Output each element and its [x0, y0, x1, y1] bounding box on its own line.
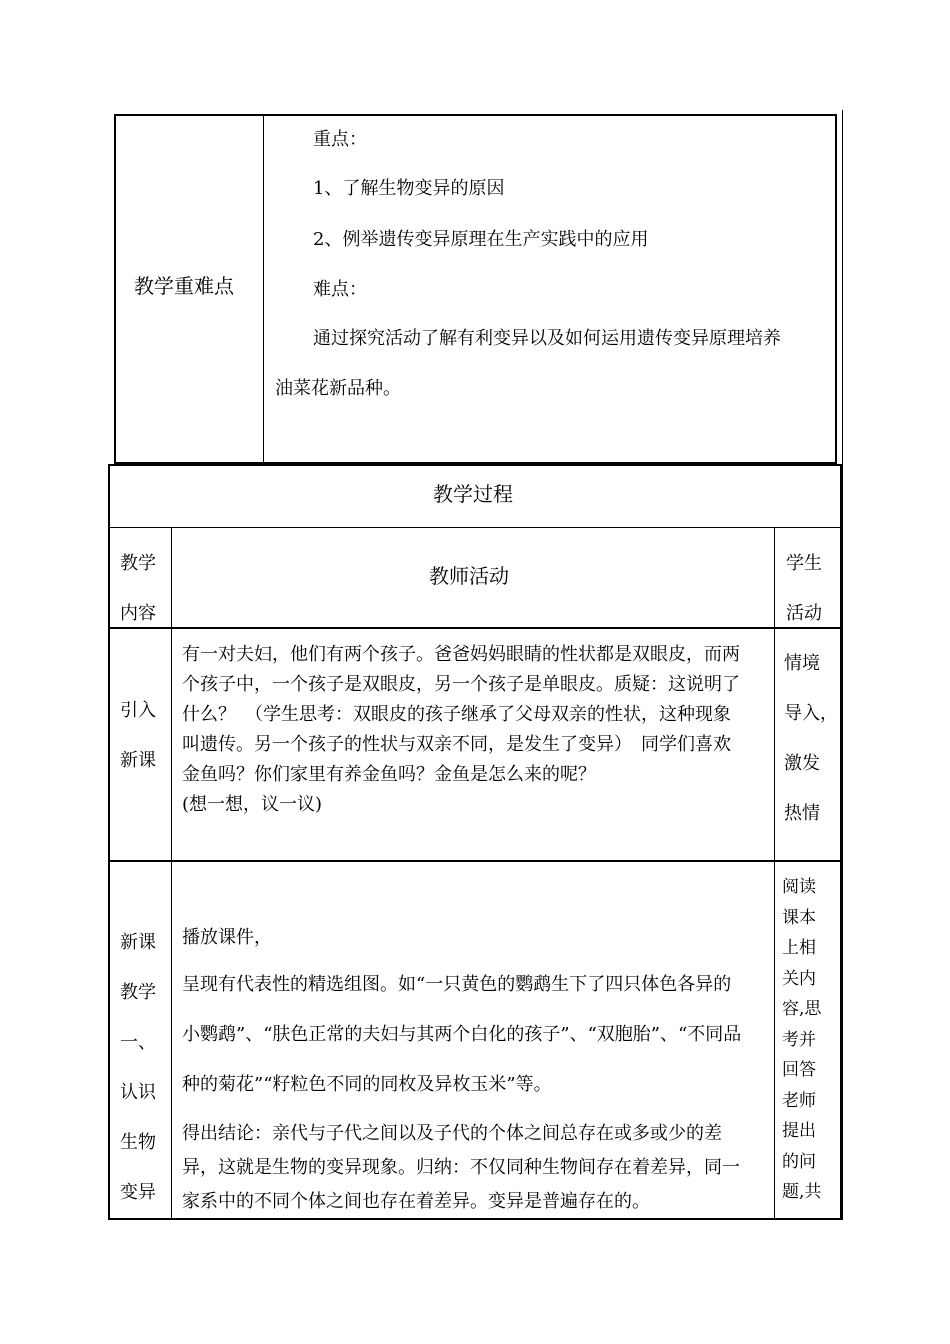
table2-border-top: [108, 464, 842, 466]
process-title: 教学过程: [433, 482, 513, 506]
table2-row1-separator: [108, 860, 842, 862]
table2-col-divider-2: [774, 527, 775, 1220]
row2-teacher-line-5: 得出结论：亲代与子代之间以及子代的个体之间总存在或多或少的差: [182, 1123, 722, 1144]
difficult-point-line-2: 油菜花新品种。: [275, 378, 401, 399]
table2-border-right: [840, 464, 842, 1220]
row2-teacher-line-1: 播放课件，: [182, 927, 272, 948]
header-teacher-activity: 教师活动: [429, 564, 509, 588]
key-point-2: 2、例举遗传变异原理在生产实践中的应用: [313, 229, 649, 250]
table1-border-right: [835, 114, 837, 464]
row1-teacher-activity: 有一对夫妇，他们有两个孩子。爸爸妈妈眼睛的性状都是双眼皮，而两 个孩子中，一个孩子是双眼皮，另一个孩子是单眼皮。质疑：这说明了 什么？ （学生思考：双眼皮的孩子继承了父母双亲的性状，这种现象 叫遗传。另一个孩子的性状与双亲不同，是发生了变异） 同学们喜欢 金鱼吗？你们家里有养金鱼吗？金鱼是怎么来的呢？ (想一想，议一议): [182, 644, 740, 815]
page-right-edge-line: [842, 110, 843, 1220]
table1-border-top: [114, 114, 837, 116]
header-content-cell: 教学 内容: [120, 553, 156, 624]
row1-student-activity: 情境 导入， 激发 热情: [784, 653, 838, 824]
difficult-points-heading: 难点：: [313, 279, 367, 300]
key-points-heading: 重点：: [313, 129, 367, 150]
key-point-1: 1、了解生物变异的原因: [313, 178, 505, 199]
table1-divider: [263, 114, 264, 464]
row2-teacher-line-6: 异，这就是生物的变异现象。归纳：不仅同种生物间存在着差异，同一: [182, 1157, 740, 1178]
table2-col-divider-1: [171, 527, 172, 1220]
row2-teacher-line-7: 家系中的不同个体之间也存在着差异。变异是普遍存在的。: [182, 1191, 650, 1212]
row2-teacher-line-3: 小鹦鹉”、“肤色正常的夫妇与其两个白化的孩子”、“双胞胎”、“不同品: [182, 1024, 742, 1045]
row2-teacher-line-2: 呈现有代表性的精选组图。如“一只黄色的鹦鹉生下了四只体色各异的: [182, 974, 732, 995]
row2-student-activity: 阅读 课本 上相 关内 容,思 考并 回答 老师 提出 的问 题,共: [782, 877, 822, 1202]
header-student-cell: 学生 活动: [786, 553, 822, 624]
table2-header-separator: [108, 627, 842, 629]
table2-border-left: [108, 464, 110, 1220]
section-label-key-difficult: 教学重难点: [134, 274, 234, 298]
row2-teacher-line-4: 种的菊花”“籽粒色不同的同枚及异枚玉米”等。: [182, 1074, 552, 1095]
table1-border-left: [114, 114, 116, 464]
row1-content-cell: 引入 新课: [120, 700, 156, 771]
difficult-point-line-1: 通过探究活动了解有利变异以及如何运用遗传变异原理培养: [313, 328, 781, 349]
row2-content-cell: 新课 教学 一、 认识 生物 变异: [120, 932, 156, 1203]
table2-title-separator: [108, 527, 842, 528]
table2-border-bottom: [108, 1218, 842, 1220]
